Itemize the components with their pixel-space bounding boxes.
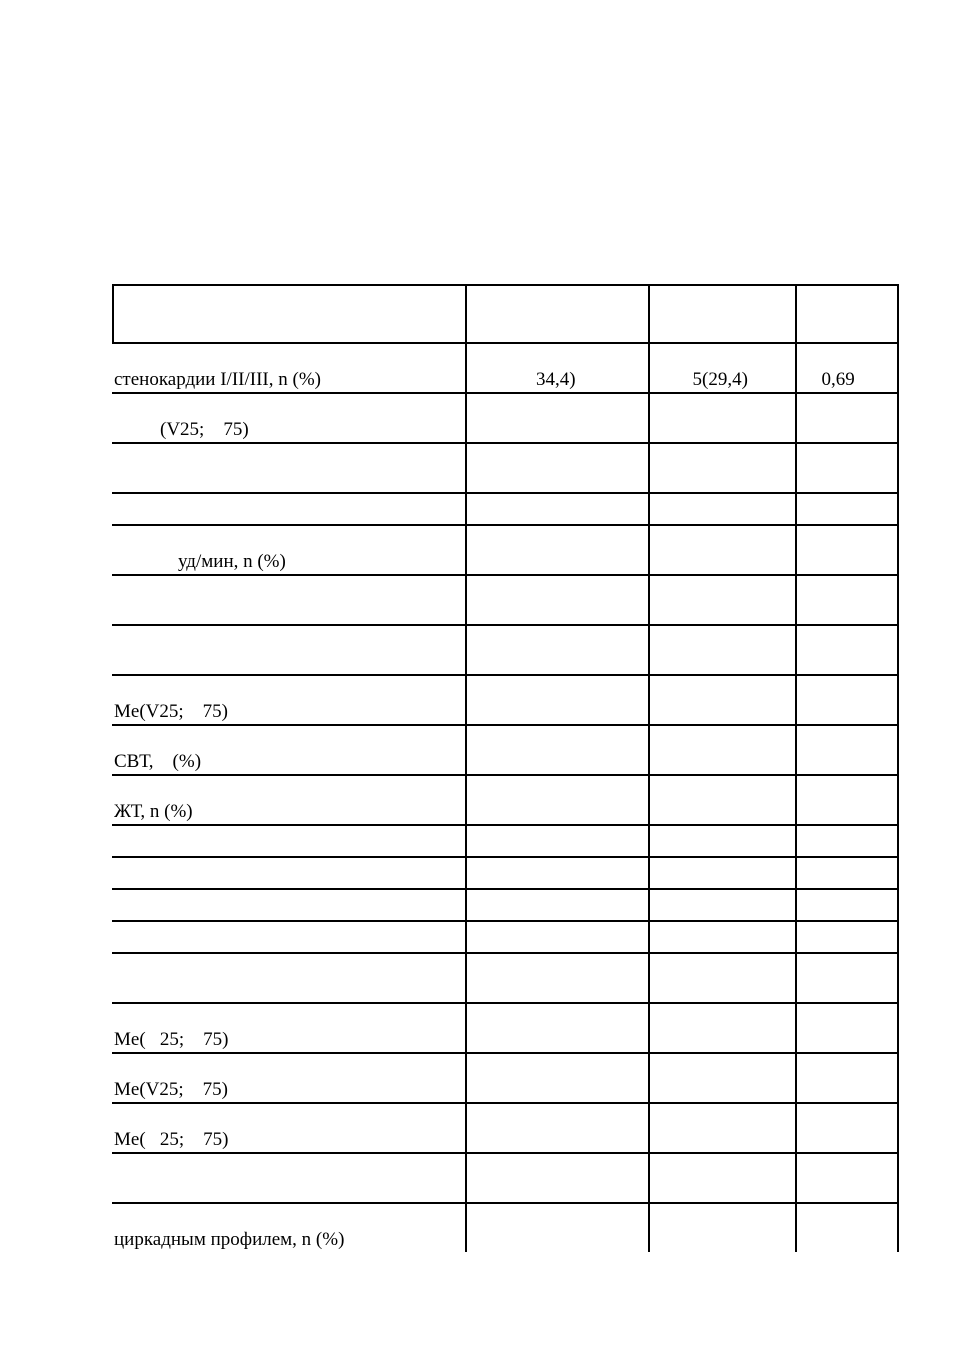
- row-rule: [112, 1052, 899, 1054]
- row-rule: [112, 524, 899, 526]
- row-value-c1: 34,4): [536, 369, 576, 390]
- row-label: циркадным профилем, n (%): [114, 1229, 345, 1250]
- row-label: стенокардии I/II/III, n (%): [114, 369, 321, 390]
- row-label: Me( 25; 75): [114, 1029, 229, 1050]
- row-rule: [112, 1002, 899, 1004]
- row-value-c2: 5(29,4): [692, 369, 748, 390]
- column-rule: [465, 284, 467, 1252]
- column-rule: [648, 284, 650, 1252]
- row-rule: [112, 284, 899, 286]
- row-rule: [112, 856, 899, 858]
- row-label: Me( 25; 75): [114, 1129, 229, 1150]
- row-rule: [112, 574, 899, 576]
- column-rule: [795, 284, 797, 1252]
- row-rule: [112, 1102, 899, 1104]
- column-rule: [112, 284, 114, 344]
- row-rule: [112, 624, 899, 626]
- row-rule: [112, 442, 899, 444]
- column-rule: [897, 284, 899, 1252]
- row-rule: [112, 674, 899, 676]
- row-label: ЖТ, n (%): [114, 801, 193, 822]
- row-label: Me(V25; 75): [114, 1079, 228, 1100]
- row-rule: [112, 774, 899, 776]
- row-rule: [112, 392, 899, 394]
- row-rule: [112, 952, 899, 954]
- row-rule: [112, 492, 899, 494]
- row-rule: [112, 920, 899, 922]
- row-rule: [112, 342, 899, 344]
- row-label: СВТ, (%): [114, 751, 202, 772]
- row-label: Me(V25; 75): [114, 701, 228, 722]
- row-label: уд/мин, n (%): [178, 551, 286, 572]
- row-rule: [112, 724, 899, 726]
- row-rule: [112, 1152, 899, 1154]
- row-value-c3: 0,69: [821, 369, 855, 390]
- row-rule: [112, 1202, 899, 1204]
- row-rule: [112, 824, 899, 826]
- row-label: (V25; 75): [160, 419, 249, 440]
- row-rule: [112, 888, 899, 890]
